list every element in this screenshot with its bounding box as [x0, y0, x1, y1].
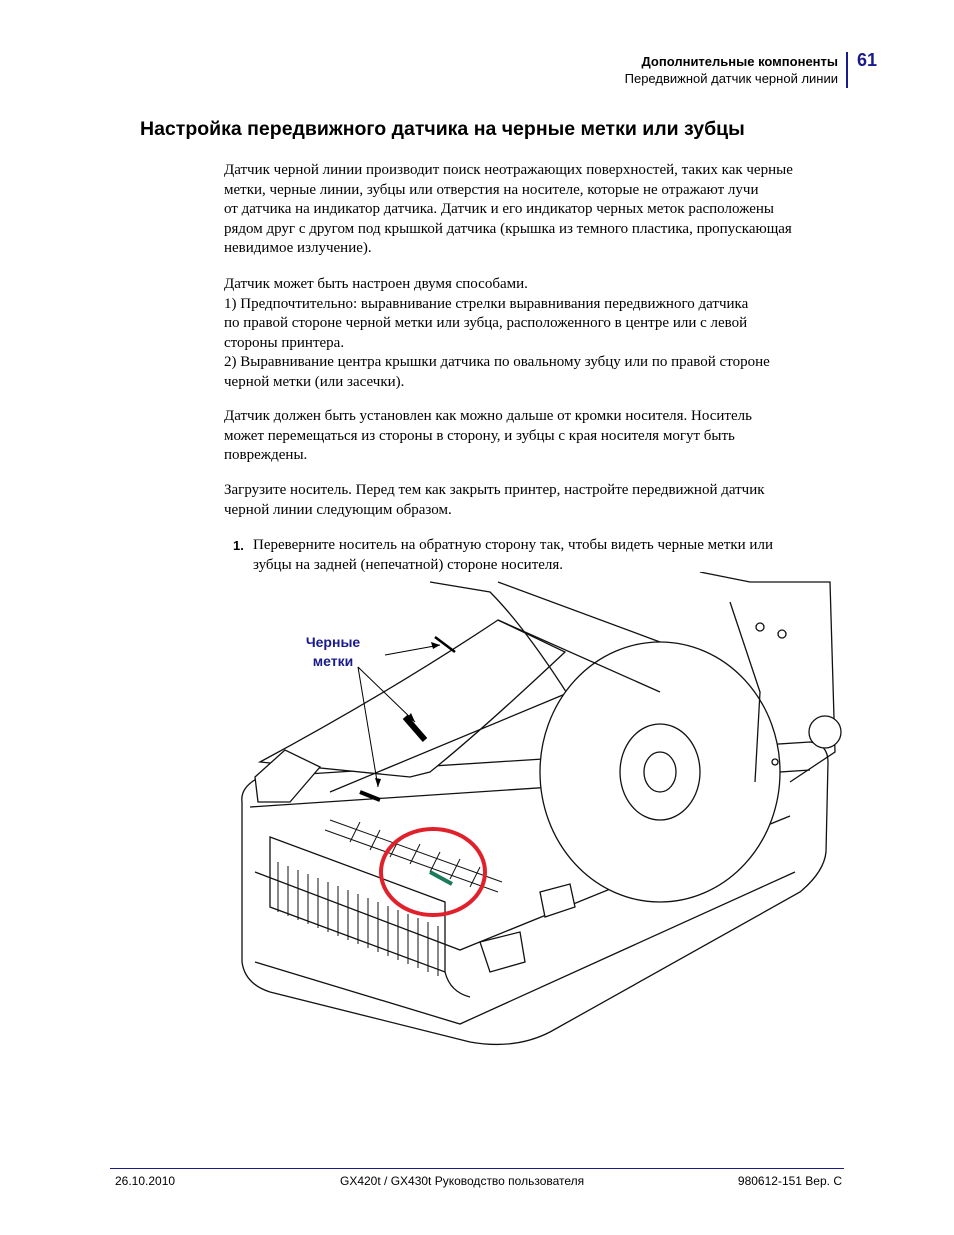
page-title: Настройка передвижного датчика на черные метки или зубцы: [140, 118, 745, 140]
paragraph-line: 1) Предпочтительно: выравнивание стрелки выравнивания передвижного датчика: [224, 295, 749, 312]
footer-divider: [110, 1168, 844, 1169]
running-header: [625, 53, 838, 87]
paragraph-4: [224, 481, 844, 520]
header-subsection: Передвижной датчик черной линии: [624, 71, 838, 86]
header-divider: [846, 52, 848, 88]
paragraph-line: Датчик черной линии производит поиск неотражающих поверхностей, таких как черные: [224, 162, 793, 178]
paragraph-line: черной линии следующим образом.: [224, 501, 452, 518]
sensor-arrow: [430, 872, 452, 884]
paragraph-line: черной метки (или засечки).: [224, 373, 405, 390]
black-marks-label: [300, 633, 366, 671]
step-line: зубцы на задней (непечатной) стороне носителя.: [253, 556, 564, 573]
paragraph-line: рядом друг с другом под крышкой датчика (крышка из темного пластика, пропускающая: [224, 220, 792, 237]
callout-line: Черные: [305, 634, 361, 650]
paragraph-line: стороны принтера.: [224, 334, 345, 351]
paragraph-line: Загрузите носитель. Перед тем как закрыть принтер, настройте передвижной датчик: [224, 482, 765, 498]
paragraph-3: [224, 407, 844, 466]
paragraph-line: может перемещаться из стороны в сторону, и зубцы с края носителя могут быть: [224, 427, 735, 444]
step-text: [253, 536, 773, 575]
page-number: 61: [857, 50, 878, 70]
paragraph-line: Датчик может быть настроен двумя способами.: [224, 276, 528, 292]
paragraph-1: [224, 161, 844, 259]
footer-guide-title: GX420t / GX430t Руководство пользователя: [340, 1174, 585, 1188]
paragraph-line: от датчика на индикатор датчика. Датчик и его индикатор черных меток расположены: [224, 201, 775, 217]
step-line: Переверните носитель на обратную сторону так, чтобы видеть черные метки или: [253, 537, 773, 553]
header-section: Дополнительные компоненты: [641, 54, 838, 69]
callout-arrow: [385, 645, 440, 655]
paragraph-2: [224, 275, 844, 392]
footer-revision: 980612-151 Вер. C: [737, 1174, 842, 1188]
paragraph-line: повреждены.: [224, 447, 308, 463]
paragraph-line: невидимое излучение).: [224, 240, 372, 256]
footer-date: 26.10.2010: [115, 1174, 176, 1188]
paragraph-line: по правой стороне черной метки или зубца, расположенного в центре или с левой: [224, 315, 748, 331]
callout-line: метки: [312, 653, 354, 669]
paragraph-line: 2) Выравнивание центра крышки датчика по овальному зубцу или по правой стороне: [224, 354, 770, 370]
step-number: 1.: [233, 538, 244, 553]
paragraph-line: Датчик должен быть установлен как можно дальше от кромки носителя. Носитель: [224, 408, 752, 424]
paragraph-line: метки, черные линии, зубцы или отверстия на носителе, которые не отражают лучи: [224, 181, 759, 198]
